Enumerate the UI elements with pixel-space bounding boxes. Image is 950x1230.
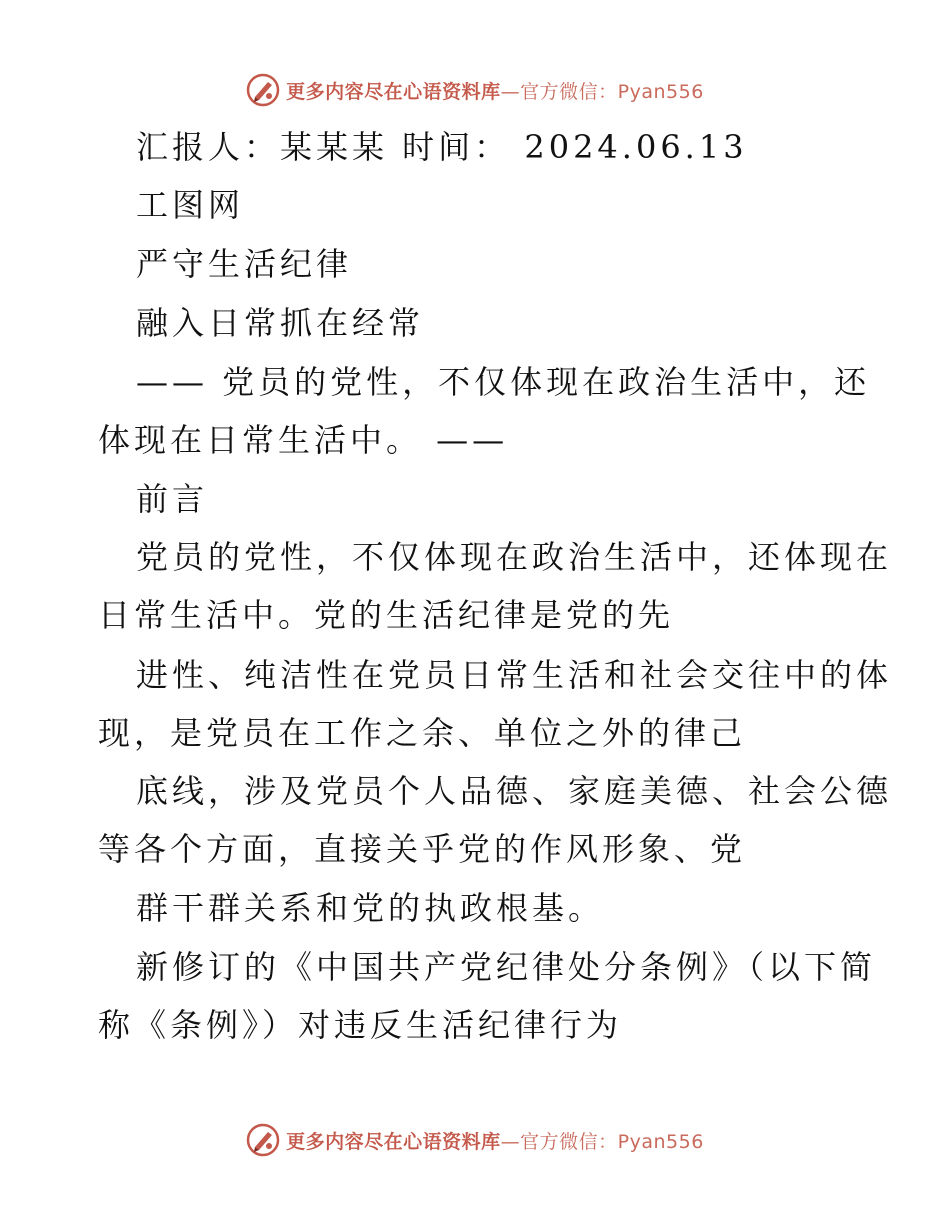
epigraph-line-2: 体现在日常生活中。 —— [98,421,509,459]
paragraph-line: 党员的党性，不仅体现在政治生活中，还体现在 [136,538,893,576]
watermark-text: 更多内容尽在心语资料库—官方微信：Pyan556 [286,80,704,103]
pen-logo-icon [246,73,280,107]
source-line: 工图网 [136,186,245,224]
epigraph-line-1: —— 党员的党性，不仅体现在政治生活中，还 [136,363,871,401]
paragraph-line: 进性、纯洁性在党员日常生活和社会交往中的体 [136,656,893,694]
pen-logo-icon [246,1123,280,1157]
header-watermark [0,70,950,110]
paragraph-line: 新修订的《中国共产党纪律处分条例》（以下简 [136,948,877,986]
paragraph-line: 底线，涉及党员个人品德、家庭美德、社会公德 [136,772,893,810]
report-meta-line: 汇报人：某某某 时间： 2024.06.13 [136,128,748,166]
paragraph-line: 日常生活中。党的生活纪律是党的先 [98,596,675,634]
paragraph-line: 等各个方面，直接关乎党的作风形象、党 [98,830,747,868]
document-subtitle: 融入日常抓在经常 [136,304,425,342]
paragraph-line: 现，是党员在工作之余、单位之外的律己 [98,714,747,752]
document-title: 严守生活纪律 [136,245,353,283]
paragraph-line: 称《条例》）对违反生活纪律行为 [98,1006,623,1044]
paragraph-line: 群干群关系和党的执政根基。 [136,889,605,927]
section-heading-preface: 前言 [136,480,209,518]
watermark-text: 更多内容尽在心语资料库—官方微信：Pyan556 [286,1130,704,1153]
footer-watermark [0,1120,950,1160]
